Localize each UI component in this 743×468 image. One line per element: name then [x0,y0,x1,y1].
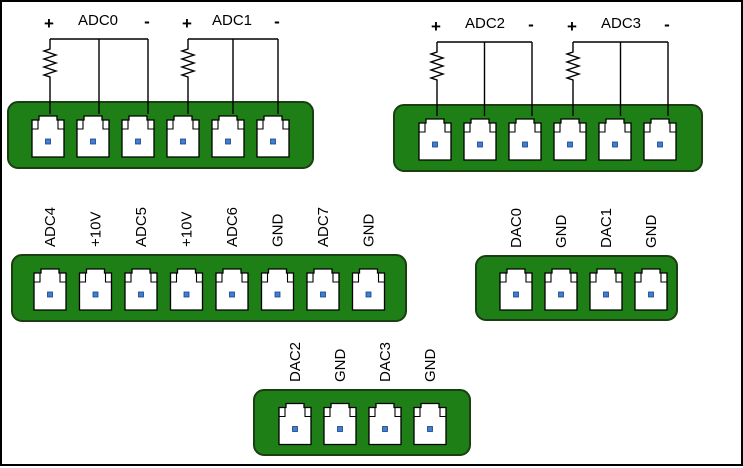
pin-icon [649,292,654,297]
screw-terminal-icon[interactable] [122,116,154,157]
screw-terminal-icon[interactable] [34,269,66,310]
pin-icon [523,142,528,147]
board-top-left [8,102,313,168]
terminal-label: +10V [178,211,196,247]
pin-icon [91,139,96,144]
pin-icon [321,292,326,297]
pin-icon [478,142,483,147]
terminal-label: DAC2 [287,341,304,382]
screw-terminal-icon[interactable] [216,269,248,310]
terminal-label: ADC4 [42,206,59,247]
pin-icon [230,292,235,297]
pin-icon [48,292,53,297]
screw-terminal-icon[interactable] [599,119,631,160]
screw-terminal-icon[interactable] [32,116,64,157]
screw-terminal-icon[interactable] [212,116,244,157]
pot-label: ADC0 [77,12,119,29]
pin-icon [293,427,298,432]
pin-icon [568,142,573,147]
terminal-label: DAC0 [508,207,525,248]
terminal-label: GND [553,214,570,248]
board-middle-right [476,208,677,320]
terminal-label: GND [360,213,378,247]
screw-terminal-icon[interactable] [500,269,532,310]
pin-icon [383,427,388,432]
pin-icon [613,142,618,147]
potentiometer-adc1 [182,12,280,114]
minus-sign: - [528,15,534,34]
terminal-label: GND [269,213,287,247]
terminal-label: +10V [87,211,105,247]
plus-sign: + [431,17,441,36]
screw-terminal-icon[interactable] [324,404,356,445]
screw-terminal-icon[interactable] [279,404,311,445]
pin-icon [428,427,433,432]
screw-terminal-icon[interactable] [262,269,294,310]
plus-sign: + [567,17,577,36]
pin-icon [46,139,51,144]
pin-icon [271,139,276,144]
board-middle-left [12,207,406,321]
pin-icon [136,139,141,144]
pin-icon [181,139,186,144]
screw-terminal-icon[interactable] [257,116,289,157]
screw-terminal-icon[interactable] [419,119,451,160]
screw-terminal-icon[interactable] [464,119,496,160]
terminal-label: DAC3 [377,341,394,382]
screw-terminal-icon[interactable] [171,269,203,310]
board-top-right [394,105,702,171]
board-bottom [254,342,470,455]
plus-sign: + [182,14,192,33]
circuit-board [12,255,406,321]
pin-icon [433,142,438,147]
pin-icon [139,292,144,297]
terminal-label: ADC6 [224,206,241,247]
pin-icon [366,292,371,297]
terminal-label: GND [422,348,439,382]
pin-icon [559,292,564,297]
minus-sign: - [274,12,280,31]
potentiometer-adc3 [567,15,670,116]
screw-terminal-icon[interactable] [554,119,586,160]
terminal-label: GND [332,348,349,382]
pot-label: ADC3 [600,15,642,32]
minus-sign: - [144,12,150,31]
screw-terminal-icon[interactable] [167,116,199,157]
plus-sign: + [44,14,54,33]
screw-terminal-icon[interactable] [545,269,577,310]
screw-terminal-icon[interactable] [644,119,676,160]
screw-terminal-icon[interactable] [369,404,401,445]
screw-terminal-icon[interactable] [80,269,112,310]
diagram-canvas [2,2,743,468]
pin-icon [658,142,663,147]
minus-sign: - [664,15,670,34]
terminal-label: GND [643,214,660,248]
pin-icon [184,292,189,297]
pin-icon [93,292,98,297]
screw-terminal-icon[interactable] [590,269,622,310]
screw-terminal-icon[interactable] [353,269,385,310]
screw-terminal-icon[interactable] [509,119,541,160]
pin-icon [338,427,343,432]
pin-icon [275,292,280,297]
pot-label: ADC2 [464,15,506,32]
pot-label: ADC1 [211,12,253,29]
terminal-label: ADC7 [315,206,332,247]
pin-icon [514,292,519,297]
screw-terminal-icon[interactable] [635,269,667,310]
potentiometer-adc0 [44,12,150,114]
terminal-label: ADC5 [133,206,150,247]
pin-icon [226,139,231,144]
screw-terminal-icon[interactable] [414,404,446,445]
screw-terminal-icon[interactable] [125,269,157,310]
screw-terminal-icon[interactable] [77,116,109,157]
screw-terminal-icon[interactable] [307,269,339,310]
potentiometer-adc2 [431,15,534,116]
pin-icon [604,292,609,297]
terminal-label: DAC1 [598,207,615,248]
